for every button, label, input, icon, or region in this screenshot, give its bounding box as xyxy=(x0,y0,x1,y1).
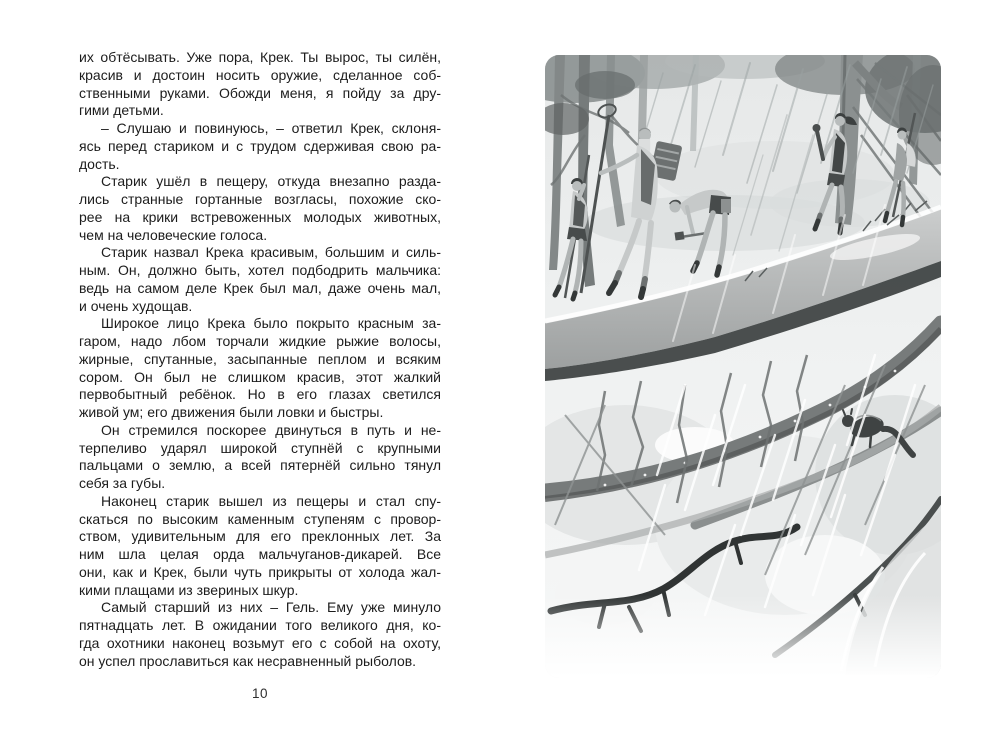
illustration xyxy=(545,55,941,678)
text-line: первобытный ребёнок. Но в его глазах светился xyxy=(79,386,441,403)
text-line: жирные, спутанные, засыпанные пеплом и всяким xyxy=(79,350,441,367)
illustration-canvas xyxy=(545,55,941,678)
page-number: 10 xyxy=(251,686,269,701)
text-line: – Слушаю и повинуюсь, – ответил Крек, склоня- xyxy=(101,120,441,136)
text-line: живой ум; его движения были ловки и быстры. xyxy=(79,404,384,420)
text-line: Старик ушёл в пещеру, откуда внезапно разда- xyxy=(101,173,441,190)
text-line: гаром, надо лбом торчали жидкие рыжие волосы, xyxy=(79,333,441,349)
text-line: красив и достоин носить оружие, сделанное соб- xyxy=(79,66,441,83)
text-line: и очень худощав. xyxy=(79,297,193,314)
bottom-fade xyxy=(545,595,941,678)
text-line: скаться по высоким каменным ступеням с провор- xyxy=(79,510,441,527)
text-line: они, как и Крек, были чуть прикрыты от холода жал- xyxy=(79,563,441,580)
text-line: себя за губы. xyxy=(79,475,166,491)
text-line: ведь на самом деле Крек был мал, даже очень мал, xyxy=(79,279,441,296)
text-line: пятнадцать лет. В ожидании того великого дня, ко- xyxy=(79,617,441,633)
text-line: лись странные гортанные возгласы, похожие ско- xyxy=(79,191,441,207)
body-text xyxy=(79,49,441,670)
text-line: рее на крики встревоженных молодых животных, xyxy=(79,208,441,225)
text-line: Широкое лицо Крека было покрыто красным за- xyxy=(101,315,441,332)
text-line: ственными руками. Обожди меня, я пойду за дру- xyxy=(79,84,441,101)
text-line: Старик назвал Крека красивым, большим и силь- xyxy=(101,244,441,261)
text-line: ясь перед стариком и с трудом сдерживая свою ра- xyxy=(79,137,441,154)
text-line: ным. Он, должно быть, хотел подбодрить мальчика: xyxy=(79,262,441,278)
text-line: сором. Он был не слишком красив, этот жалкий xyxy=(79,368,441,385)
text-line: терпеливо ударял широкой ступнёй с крупными xyxy=(79,439,441,456)
text-line: ним шла целая орда мальчуганов-дикарей. Все xyxy=(79,546,441,562)
text-line: пальцами о землю, а всей пятернёй сильно тянул xyxy=(79,457,441,474)
text-line: чем на человеческие голоса. xyxy=(79,226,268,243)
text-line: гда охотники наконец возьмут его с собой на охоту, xyxy=(79,634,441,651)
text-line: ством, удивительным для его преклонных лет. За xyxy=(79,528,441,545)
text-line: он успел прославиться как несравненный рыболов. xyxy=(79,652,417,669)
text-line: гими детьми. xyxy=(79,102,164,119)
text-line: Наконец старик вышел из пещеры и стал спу- xyxy=(101,492,441,509)
text-line: дость. xyxy=(79,155,120,172)
text-line: Самый старший из них – Гель. Ему уже минуло xyxy=(101,599,441,616)
text-line: кими плащами из звериных шкур. xyxy=(79,581,299,598)
text-line: Он стремился поскорее двинуться в путь и не- xyxy=(101,421,441,438)
text-line: их обтёсывать. Уже пора, Крек. Ты вырос, ты силён, xyxy=(79,49,441,65)
